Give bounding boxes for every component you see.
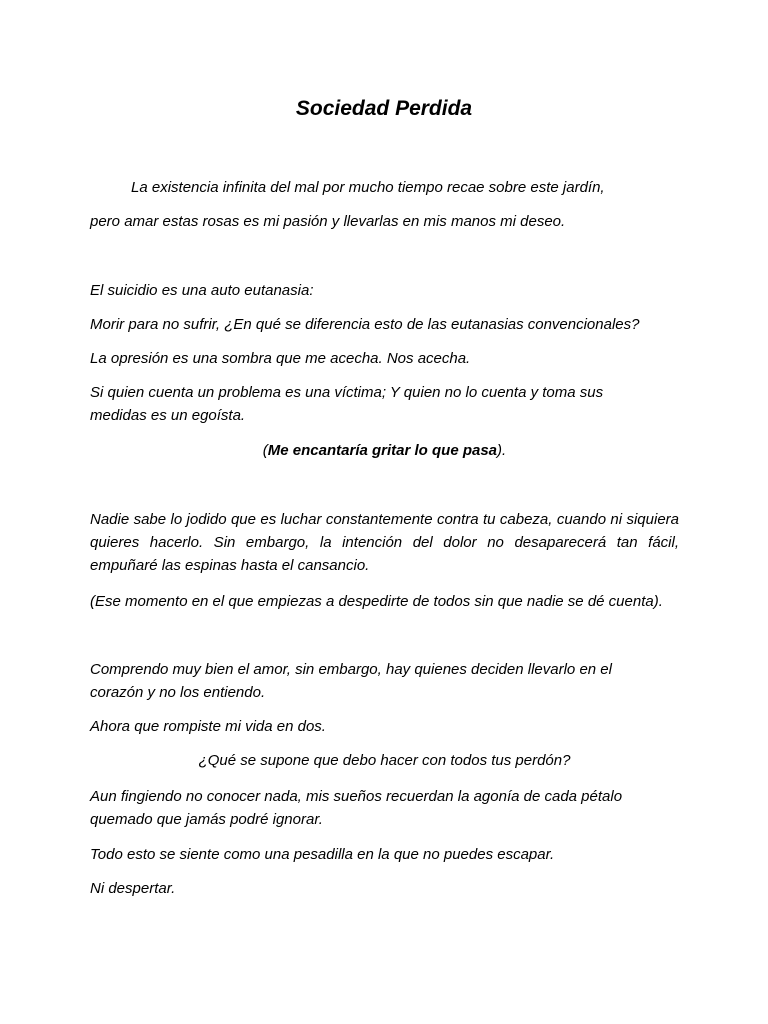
- paragraph-despertar: Ni despertar.: [90, 880, 176, 897]
- shout-close: ).: [497, 442, 507, 459]
- paragraph-suicidio: El suicidio es una auto eutanasia:: [90, 282, 314, 299]
- paragraph-rompiste: Ahora que rompiste mi vida en dos.: [90, 718, 326, 735]
- shout-open: (: [262, 442, 268, 459]
- paragraph-despedirte: (Ese momento en el que empiezas a despedirte de todos sin que nadie se dé cuenta).: [90, 593, 663, 610]
- shout-bold-text: Me encantaría gritar lo que pasa: [267, 442, 498, 459]
- document-title: Sociedad Perdida: [295, 97, 473, 120]
- paragraph-intro-line-1: La existencia infinita del mal por mucho tiempo recae sobre este jardín,: [131, 179, 605, 196]
- paragraph-intro-line-2: pero amar estas rosas es mi pasión y llevarlas en mis manos mi deseo.: [90, 213, 566, 230]
- paragraph-victima: Si quien cuenta un problema es una víctima; Y quien no lo cuenta y toma sus medidas es un egoísta.: [90, 384, 604, 424]
- paragraph-morir: Morir para no sufrir, ¿En qué se diferencia esto de las eutanasias convencionales?: [90, 316, 640, 333]
- paragraph-pesadilla: Todo esto se siente como una pesadilla en la que no puedes escapar.: [90, 846, 555, 863]
- paragraph-opresion: La opresión es una sombra que me acecha. Nos acecha.: [90, 350, 471, 367]
- paragraph-fingiendo: Aun fingiendo no conocer nada, mis sueños recuerdan la agonía de cada pétalo quemado que jamás podré ignorar.: [90, 788, 623, 828]
- paragraph-shout: [90, 439, 679, 462]
- paragraph-amor: Comprendo muy bien el amor, sin embargo, hay quienes deciden llevarlo en el corazón y no los entiendo.: [90, 661, 612, 701]
- paragraph-nadie-sabe: Nadie sabe lo jodido que es luchar constantemente contra tu cabeza, cuando ni siquiera quieres hacerlo. Sin embargo, la intención del dolor no desaparecerá tan fácil, empuñaré las espinas hasta el cansancio.: [90, 511, 679, 574]
- paragraph-perdon: ¿Qué se supone que debo hacer con todos tus perdón?: [198, 752, 571, 769]
